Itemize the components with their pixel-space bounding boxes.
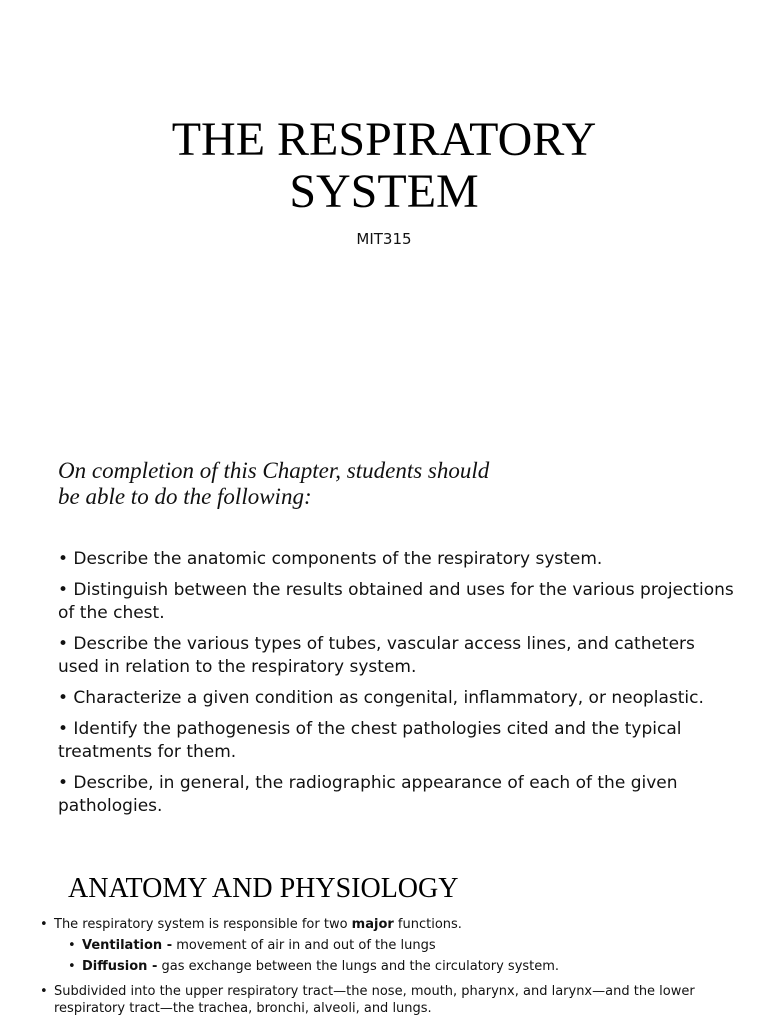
anatomy-heading: ANATOMY AND PHYSIOLOGY <box>68 873 459 904</box>
bullet-text: Subdivided into the upper respiratory tract—the nose, mouth, pharynx, and larynx—and the lower respiratory tract—the trachea, bronchi, alveoli, and lungs. <box>54 984 695 1016</box>
objective-item: • Characterize a given condition as congenital, inflammatory, or neoplastic. <box>58 688 704 708</box>
objective-item: • Describe the anatomic components of the respiratory system. <box>58 549 603 569</box>
objective-item: • Describe the various types of tubes, vascular access lines, and catheters used in relation to the respiratory system. <box>58 634 695 677</box>
bullet-text-end: functions. <box>393 917 462 932</box>
bullet-dot: • <box>68 959 76 974</box>
objectives-heading-line-1: On completion of this Chapter, students should <box>58 458 490 483</box>
anatomy-sub-bullet <box>68 937 740 954</box>
objective-item: • Identify the pathogenesis of the chest pathologies cited and the typical treatments for them. <box>58 719 682 762</box>
bullet-bold-text: major <box>351 917 394 932</box>
bullet-dot: • <box>40 984 48 999</box>
ventilation-term: Ventilation - <box>82 938 173 953</box>
objectives-heading <box>58 458 538 510</box>
objective-item: • Distinguish between the results obtained and uses for the various projections of the chest. <box>58 580 734 623</box>
course-code: MIT315 <box>356 230 412 248</box>
objectives-heading-line-2: be able to do the following: <box>58 484 312 509</box>
title-slide <box>0 0 768 440</box>
anatomy-bullet <box>40 983 740 1017</box>
anatomy-bullet <box>40 916 740 933</box>
objectives-list <box>58 548 738 826</box>
bullet-text: The respiratory system is responsible for two <box>54 917 352 932</box>
diffusion-definition: gas exchange between the lungs and the circulatory system. <box>157 959 560 974</box>
diffusion-term: Diffusion - <box>82 959 158 974</box>
slide-title <box>0 114 768 218</box>
title-line-1: THE RESPIRATORY <box>171 113 597 166</box>
objective-item: • Describe, in general, the radiographic appearance of each of the given pathologies. <box>58 773 678 816</box>
ventilation-definition: movement of air in and out of the lungs <box>172 938 436 953</box>
title-line-2: SYSTEM <box>289 165 479 218</box>
bullet-dot: • <box>40 917 48 932</box>
anatomy-sub-bullet <box>68 958 740 975</box>
anatomy-content <box>40 916 740 1017</box>
bullet-dot: • <box>68 938 76 953</box>
